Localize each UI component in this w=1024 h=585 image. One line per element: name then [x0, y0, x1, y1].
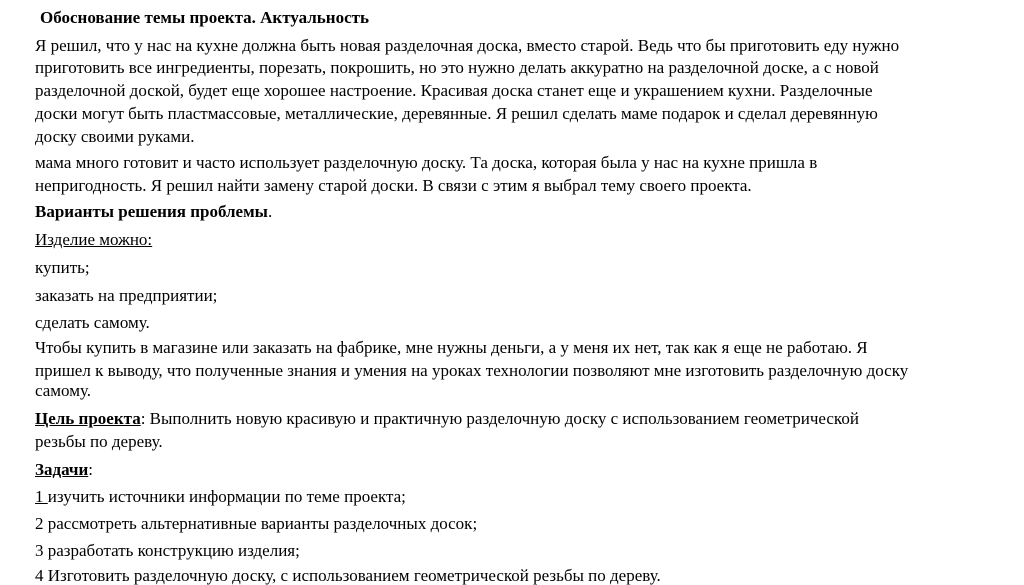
variants-heading-line — [35, 202, 272, 221]
task-1-text: изучить источники информации по теме проекта; — [47, 487, 406, 506]
paragraph-line: доску своими руками. — [35, 127, 195, 146]
option-order: заказать на предприятии; — [35, 286, 218, 305]
goal-text-continued: резьбы по дереву. — [35, 432, 163, 451]
task-item-3: 3 разработать конструкцию изделия; — [35, 541, 300, 560]
goal-label: Цель проекта — [35, 409, 141, 428]
paragraph-line: разделочной доской, будет еще хорошее настроение. Красивая доска станет еще и украшением кухни. Разделочные — [35, 81, 873, 100]
paragraph-line: непригодность. Я решил найти замену старой доски. В связи с этим я выбрал тему своего проекта. — [35, 176, 752, 195]
paragraph-line: Чтобы купить в магазине или заказать на фабрике, мне нужны деньги, а у меня их нет, так как я еще не работаю. Я — [35, 338, 868, 357]
task-1-number: 1 — [35, 487, 48, 506]
tasks-heading-line — [35, 460, 93, 479]
task-item-4: 4 Изготовить разделочную доску, с использованием геометрической резьбы по дереву. — [35, 566, 661, 585]
paragraph-line: мама много готовит и часто использует разделочную доску. Та доска, которая была у нас на кухне пришла в — [35, 153, 818, 172]
task-item-2: 2 рассмотреть альтернативные варианты разделочных досок; — [35, 514, 478, 533]
goal-text: : Выполнить новую красивую и практичную разделочную доску с использованием геометрической — [140, 409, 859, 428]
variants-period: . — [267, 202, 273, 221]
paragraph-line: доски могут быть пластмассовые, металлические, деревянные. Я решил сделать маме подарок и сделал деревянную — [35, 104, 878, 123]
option-self: сделать самому. — [35, 313, 150, 332]
page-heading: Обоснование темы проекта. Актуальность — [40, 8, 369, 27]
goal-line — [35, 409, 859, 428]
task-item-1 — [35, 487, 406, 506]
tasks-label: Задачи — [35, 460, 89, 479]
paragraph-line: Я решил, что у нас на кухне должна быть новая разделочная доска, вместо старой. Ведь что бы приготовить еду нужно — [35, 36, 900, 55]
paragraph-line: пришел к выводу, что полученные знания и умения на уроках технологии позволяют мне изготовить разделочную доску — [35, 361, 909, 380]
option-buy: купить; — [35, 258, 90, 277]
paragraph-line: приготовить все ингредиенты, порезать, покрошить, но это нужно делать аккуратно на разделочной доске, а с новой — [35, 58, 879, 77]
item-can-label: Изделие можно: — [35, 230, 153, 249]
tasks-colon: : — [88, 460, 94, 479]
paragraph-line: самому. — [35, 381, 92, 400]
variants-heading: Варианты решения проблемы — [35, 202, 268, 221]
